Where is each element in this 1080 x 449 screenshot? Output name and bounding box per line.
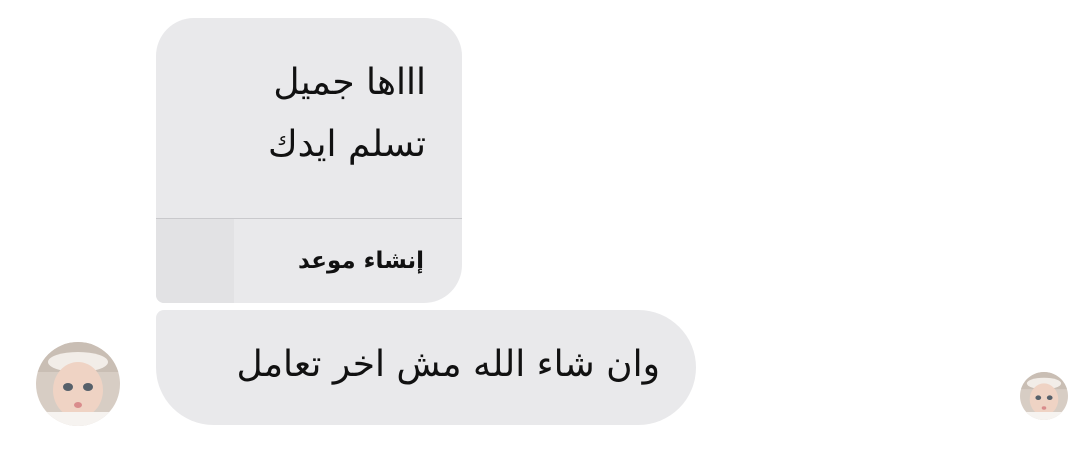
create-appointment-button[interactable]: إنشاء موعد [298,248,424,274]
message-bubble [156,310,696,425]
message-card-text: اااها جميل تسلم ايدك [267,62,426,165]
card-action-strip [156,219,234,303]
sender-avatar[interactable] [36,342,120,426]
own-avatar[interactable] [1020,372,1068,420]
message-card [156,18,462,303]
message-bubble-text: وان شاء الله مش اخر تعامل [236,344,660,385]
